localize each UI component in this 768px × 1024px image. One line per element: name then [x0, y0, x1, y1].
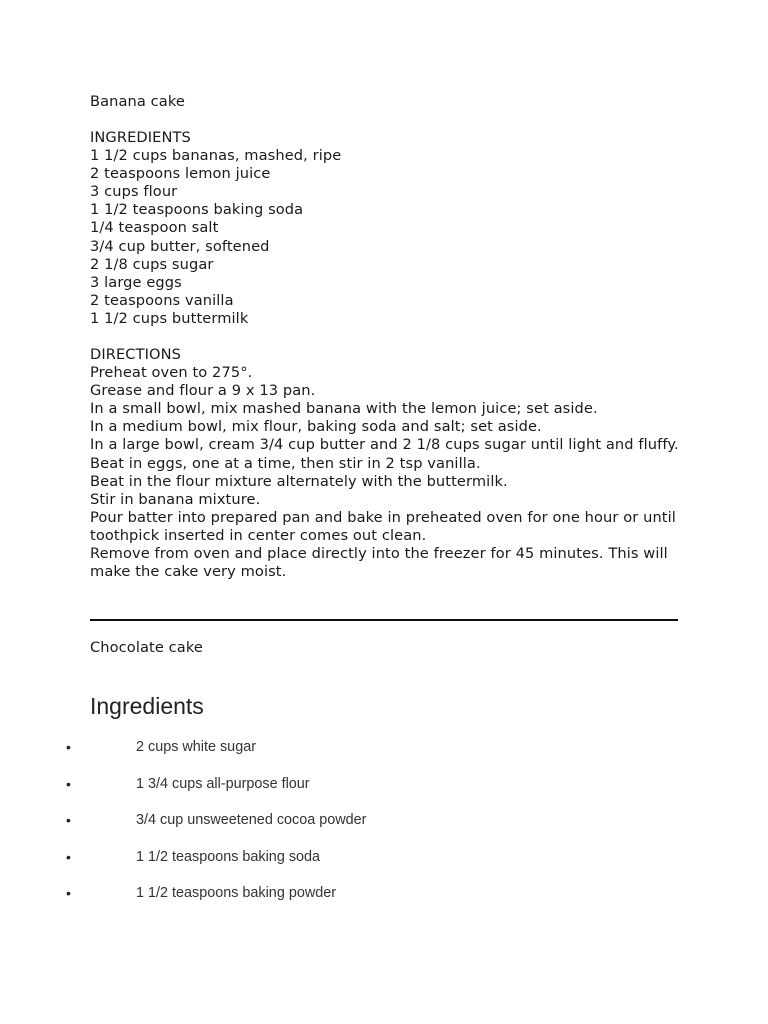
banana-cake-title: [90, 93, 690, 111]
chocolate-ingredients-heading: Ingredients: [90, 693, 204, 719]
banana-direction-step: Remove from oven and place directly into the freezer for 45 minutes. This will make the cake very moist.: [90, 545, 668, 581]
chocolate-cake-title-text: Chocolate cake: [90, 639, 203, 656]
banana-ingredient-item: 1/4 teaspoon salt: [90, 219, 219, 237]
list-item: [0, 884, 768, 921]
banana-direction-step: Beat in the flour mixture alternately with the buttermilk.: [90, 472, 508, 490]
banana-direction-step: Pour batter into prepared pan and bake in preheated oven for one hour or until toothpick inserted in center comes out clean.: [90, 508, 676, 544]
chocolate-ingredients-list: [0, 738, 768, 921]
chocolate-ingredient-text: 3/4 cup unsweetened cocoa powder: [136, 812, 367, 828]
banana-direction-step: Beat in eggs, one at a time, then stir in 2 tsp vanilla.: [90, 454, 481, 472]
section-divider: [90, 619, 678, 621]
banana-direction-step: Preheat oven to 275°.: [90, 364, 253, 382]
chocolate-ingredient-text: 1 3/4 cups all-purpose flour: [136, 775, 310, 792]
chocolate-ingredient-text: 1 1/2 teaspoons baking powder: [136, 885, 337, 901]
banana-cake-title-text: Banana cake: [90, 93, 185, 110]
banana-ingredient-item: 1 1/2 cups buttermilk: [90, 309, 249, 327]
banana-direction-step: In a small bowl, mix mashed banana with the lemon juice; set aside.: [90, 400, 598, 418]
banana-directions-heading: DIRECTIONS: [90, 346, 181, 363]
banana-ingredient-item: 2 teaspoons vanilla: [90, 291, 234, 309]
banana-direction-step: Stir in banana mixture.: [90, 490, 261, 508]
bullet-icon: •: [66, 812, 71, 828]
banana-ingredient-item: 2 teaspoons lemon juice: [90, 165, 271, 183]
list-item: [0, 775, 768, 812]
bullet-icon: •: [66, 848, 71, 865]
banana-direction-step: In a large bowl, cream 3/4 cup butter and 2 1/8 cups sugar until light and fluffy.: [90, 436, 679, 454]
banana-ingredient-item: 3 large eggs: [90, 273, 182, 291]
bullet-icon: •: [66, 885, 71, 901]
bullet-icon: •: [66, 739, 71, 755]
banana-ingredient-item: 3 cups flour: [90, 183, 178, 201]
bullet-icon: •: [66, 775, 71, 792]
banana-directions-section: [90, 346, 690, 581]
chocolate-ingredient-text: 1 1/2 teaspoons baking soda: [136, 848, 321, 865]
banana-ingredient-item: 1 1/2 teaspoons baking soda: [90, 201, 304, 219]
banana-ingredient-item: 2 1/8 cups sugar: [90, 255, 214, 273]
chocolate-cake-title: [90, 639, 690, 657]
banana-direction-step: Grease and flour a 9 x 13 pan.: [90, 382, 316, 400]
list-item: [0, 811, 768, 848]
banana-ingredients-section: [90, 129, 690, 328]
banana-ingredient-item: 3/4 cup butter, softened: [90, 237, 270, 255]
banana-ingredient-item: 1 1/2 cups bananas, mashed, ripe: [90, 147, 342, 165]
banana-direction-step: In a medium bowl, mix flour, baking soda and salt; set aside.: [90, 418, 542, 436]
banana-ingredients-heading: INGREDIENTS: [90, 129, 191, 146]
list-item: [0, 738, 768, 775]
list-item: [0, 848, 768, 885]
chocolate-ingredient-text: 2 cups white sugar: [136, 739, 256, 755]
